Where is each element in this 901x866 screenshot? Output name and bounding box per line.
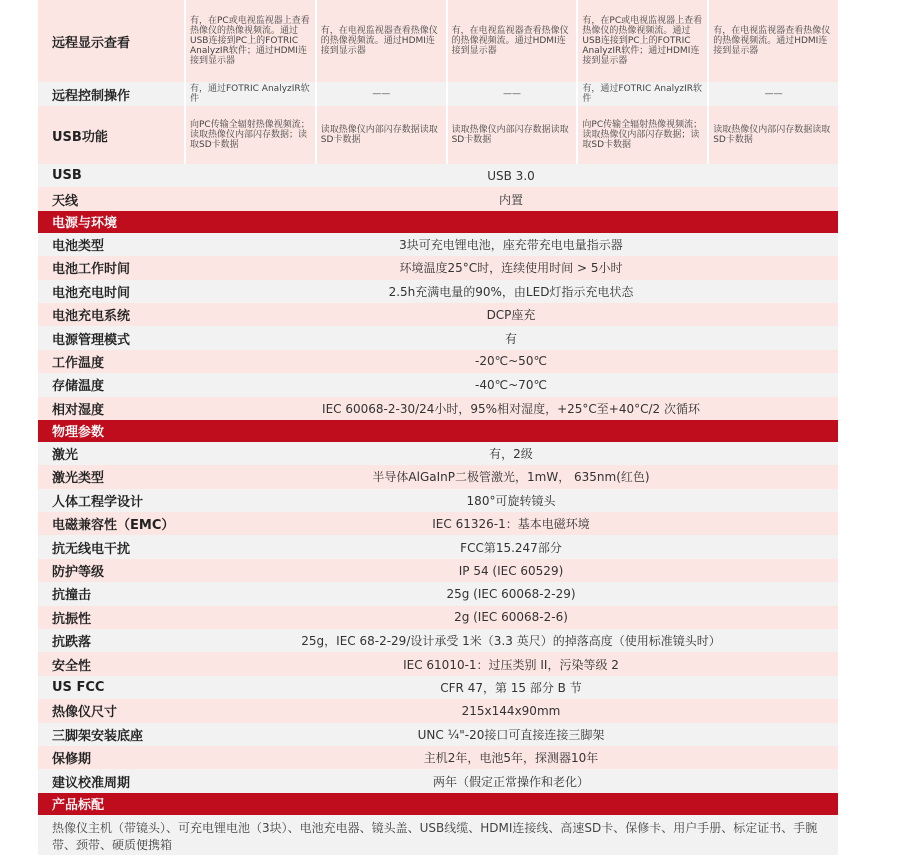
row-label: 电池充电系统 xyxy=(52,309,131,325)
row-label: 工作温度 xyxy=(52,355,105,371)
table-row xyxy=(38,350,838,373)
table-row xyxy=(38,82,838,106)
spec-cell: 读取热像仪内部闪存数据读取SD卡数据 xyxy=(707,106,838,164)
row-label: 天线 xyxy=(52,193,79,209)
section-header-power: 电源与环境 xyxy=(38,211,838,233)
row-label: 三脚架安装底座 xyxy=(52,728,144,744)
row-label: 抗振性 xyxy=(52,611,92,627)
spec-table xyxy=(38,0,838,855)
row-value: 2g (IEC 60068-2-6) xyxy=(454,610,568,625)
row-value: USB 3.0 xyxy=(487,168,535,183)
row-value: -40℃~70℃ xyxy=(475,377,547,392)
table-row xyxy=(38,280,838,303)
table-row xyxy=(38,676,838,699)
spec-cell: —— xyxy=(707,82,838,106)
row-label: 安全性 xyxy=(52,658,92,674)
row-label: 建议校准周期 xyxy=(52,775,131,791)
table-row xyxy=(38,582,838,605)
table-row xyxy=(38,489,838,512)
table-row xyxy=(38,303,838,326)
row-value: CFR 47，第 15 部分 B 节 xyxy=(440,681,582,695)
row-value: 主机2年，电池5年，探测器10年 xyxy=(423,751,599,766)
table-row xyxy=(38,465,838,488)
row-label: 电磁兼容性（EMC） xyxy=(52,518,175,534)
row-value: 有 xyxy=(504,331,517,346)
row-label: 远程控制操作 xyxy=(52,88,131,104)
row-label: 抗撞击 xyxy=(52,588,92,604)
row-label: USB功能 xyxy=(52,129,108,145)
table-row xyxy=(38,512,838,535)
table-row xyxy=(38,256,838,279)
row-label: 远程显示查看 xyxy=(52,35,131,51)
row-value: 有，2级 xyxy=(489,447,533,462)
row-label: 防护等级 xyxy=(52,565,105,581)
table-row xyxy=(38,187,838,210)
table-row xyxy=(38,606,838,629)
row-label: 保修期 xyxy=(52,752,92,768)
row-value: 2.5h充满电量的90%，由LED灯指示充电状态 xyxy=(388,284,634,299)
row-value: 25g (IEC 60068-2-29) xyxy=(446,586,576,601)
row-value: FCC第15.247部分 xyxy=(460,540,562,555)
row-value: 内置 xyxy=(498,192,523,207)
row-value: -20℃~50℃ xyxy=(475,354,547,369)
row-value: IEC 61326-1：基本电磁环境 xyxy=(432,517,590,532)
row-label: 抗无线电干扰 xyxy=(52,541,131,557)
table-row xyxy=(38,629,838,652)
table-row xyxy=(38,535,838,558)
table-row xyxy=(38,164,838,187)
row-label: 电源管理模式 xyxy=(52,332,131,348)
table-row xyxy=(38,699,838,722)
table-row xyxy=(38,326,838,349)
row-label: 存储温度 xyxy=(52,379,105,395)
row-value: 25g，IEC 68-2-29/设计承受 1米（3.3 英尺）的掉落高度（使用标准镜头时） xyxy=(301,634,721,649)
row-label: 相对湿度 xyxy=(52,402,105,418)
table-row xyxy=(38,769,838,792)
row-value: 215x144x90mm xyxy=(461,703,561,718)
spec-cell: 有，在PC或电视监视器上查看热像仪的热像视频流。通过USB连接到PC上的FOTRIC AnalyzIR软件；通过HDMI连接到显示器 xyxy=(576,0,707,82)
table-row xyxy=(38,559,838,582)
row-label: 电池充电时间 xyxy=(52,285,131,301)
row-value: 180°可旋转镜头 xyxy=(466,493,556,508)
spec-cell: 读取热像仪内部闪存数据读取SD卡数据 xyxy=(446,106,577,164)
table-row xyxy=(38,233,838,256)
table-row xyxy=(38,746,838,769)
row-value: IEC 60068-2-30/24小时，95%相对湿度，+25°C至+40°C/2 次循环 xyxy=(322,401,700,416)
row-value: 半导体AlGaInP二极管激光，1mW， 635nm(红色) xyxy=(372,470,650,485)
row-label: 激光 xyxy=(52,448,79,464)
row-label: 人体工程学设计 xyxy=(52,494,144,510)
spec-cell: 向PC传输全辐射热像视频流；读取热像仪内部闪存数据；读取SD卡数据 xyxy=(184,106,315,164)
section-header-package: 产品标配 xyxy=(38,793,838,815)
spec-cell: 有，在电视监视器查看热像仪的热像视频流。通过HDMI连接到显示器 xyxy=(707,0,838,82)
row-label: 电池类型 xyxy=(52,238,105,254)
row-label: 电池工作时间 xyxy=(52,262,131,278)
table-row xyxy=(38,652,838,675)
table-row xyxy=(38,0,838,82)
table-row xyxy=(38,442,838,465)
spec-cell: 向PC传输全辐射热像视频流；读取热像仪内部闪存数据；读取SD卡数据 xyxy=(576,106,707,164)
row-value: IP 54 (IEC 60529) xyxy=(458,563,564,578)
spec-cell: 有，通过FOTRIC AnalyzIR软件 xyxy=(576,82,707,106)
table-row xyxy=(38,723,838,746)
spec-cell: 有，在电视监视器查看热像仪的热像视频流。通过HDMI连接到显示器 xyxy=(315,0,446,82)
spec-cell: —— xyxy=(315,82,446,106)
spec-cell: 有，在电视监视器查看热像仪的热像视频流。通过HDMI连接到显示器 xyxy=(446,0,577,82)
row-value: UNC ¼"-20接口可直接连接三脚架 xyxy=(417,727,605,742)
table-row xyxy=(38,106,838,164)
row-label: 热像仪尺寸 xyxy=(52,705,118,721)
section-header-physical: 物理参数 xyxy=(38,420,838,442)
table-row xyxy=(38,373,838,396)
spec-cell: 读取热像仪内部闪存数据读取SD卡数据 xyxy=(315,106,446,164)
row-value: DCP座充 xyxy=(486,308,536,323)
row-label: 抗跌落 xyxy=(52,635,92,651)
row-label: USB xyxy=(52,168,82,184)
package-contents: 热像仪主机（带镜头）、可充电锂电池（3块）、电池充电器、镜头盖、USB线缆、HDMI连接线、高速SD卡、保修卡、用户手册、标定证书、手腕带、颈带、硬质便携箱 xyxy=(38,815,838,855)
spec-cell: 有，在PC或电视监视器上查看热像仪的热像视频流。通过USB连接到PC上的FOTRIC AnalyzIR软件；通过HDMI连接到显示器 xyxy=(184,0,315,82)
table-row xyxy=(38,397,838,420)
row-label: US FCC xyxy=(52,680,105,695)
spec-cell: 有，通过FOTRIC AnalyzIR软件 xyxy=(184,82,315,106)
spec-cell: —— xyxy=(446,82,577,106)
row-label: 激光类型 xyxy=(52,471,105,487)
row-value: 环境温度25°C时，连续使用时间 > 5小时 xyxy=(399,261,623,276)
row-value: IEC 61010-1：过压类别 II，污染等级 2 xyxy=(403,657,619,672)
row-value: 两年（假定正常操作和老化） xyxy=(432,774,589,789)
row-value: 3块可充电锂电池，座充带充电电量指示器 xyxy=(399,237,623,252)
